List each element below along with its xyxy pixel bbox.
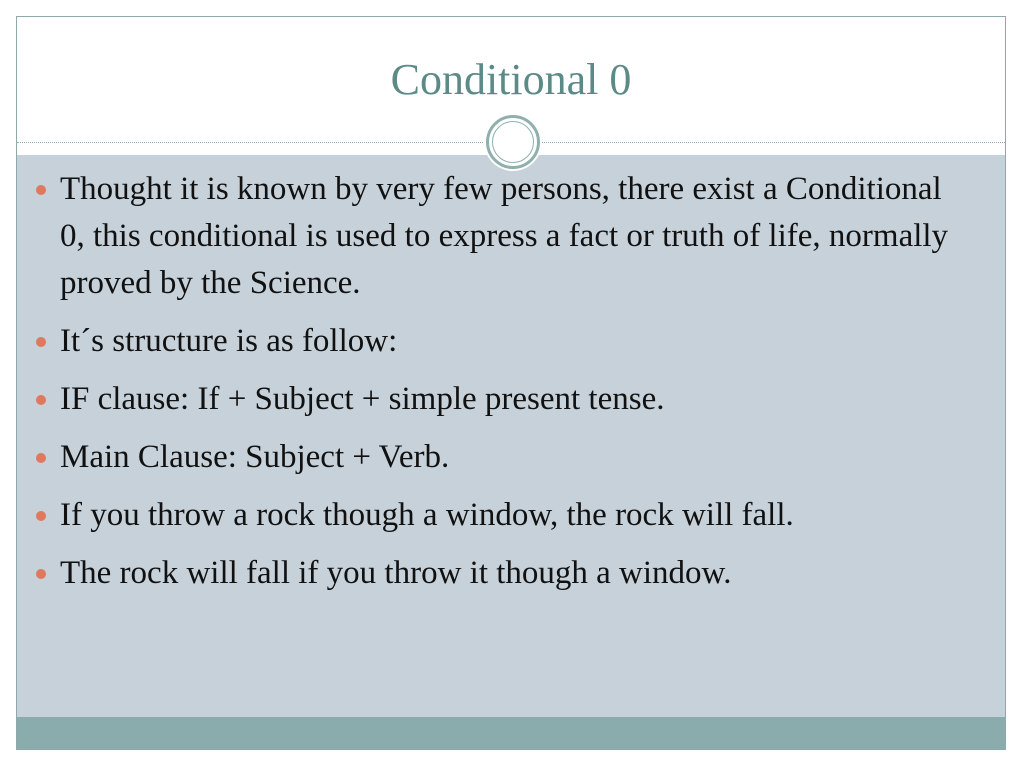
bullet-item [36,492,956,539]
bullet-icon [36,185,46,195]
bullet-icon [36,569,46,579]
bullet-item [36,318,956,365]
bullet-text: IF clause: If + Subject + simple present tense. [60,381,665,417]
ornament-inner-circle-icon [492,121,534,163]
bullet-text: Main Clause: Subject + Verb. [60,439,450,475]
bullet-icon [36,453,46,463]
bullet-item [36,434,956,481]
bullet-item [36,166,956,307]
bullet-icon [36,337,46,347]
bullet-text: Thought it is known by very few persons, there exist a Conditional 0, this conditional is used to express a fact or truth of life, normally proved by the Science. [60,171,949,301]
bullet-item [36,550,956,597]
bullet-text: If you throw a rock though a window, the rock will fall. [60,497,794,533]
bullet-icon [36,511,46,521]
bullet-text: It´s structure is as follow: [60,323,398,359]
bullet-item [36,376,956,423]
footer-bar [17,717,1005,750]
bullet-list [36,166,956,608]
slide-title: Conditional 0 [390,55,632,104]
bullet-icon [36,395,46,405]
bullet-text: The rock will fall if you throw it though a window. [60,555,732,591]
